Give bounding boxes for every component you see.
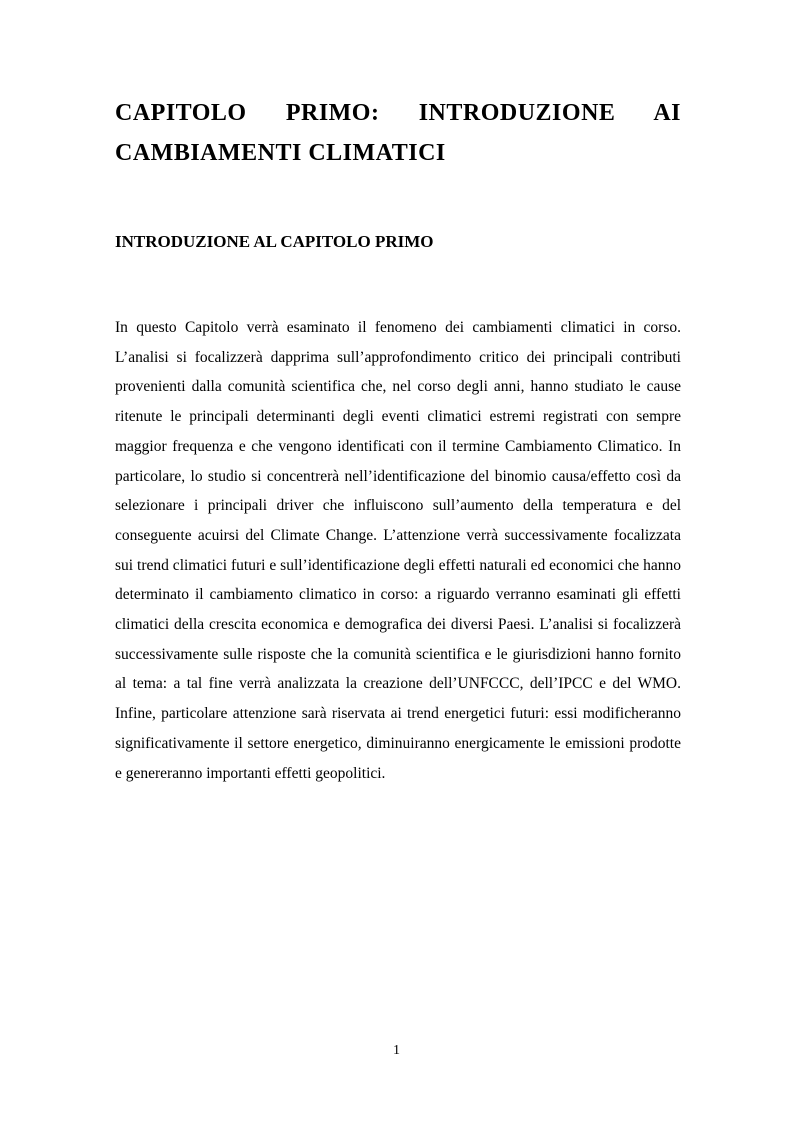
body-paragraph: In questo Capitolo verrà esaminato il fenomeno dei cambiamenti climatici in corso. L’analisi si focalizzerà dapprima sull’approfondimento critico dei principali contributi provenienti dalla comunità scientifica che, nel corso degli anni, hanno studiato le cause ritenute le principali determinanti degli eventi climatici estremi registrati con sempre maggior frequenza e che vengono identificati con il termine Cambiamento Climatico. In particolare, lo studio si concentrerà nell’identificazione del binomio causa/effetto così da selezionare i principali driver che influiscono sull’aumento della temperatura e del conseguente acuirsi del Climate Change. L’attenzione verrà successivamente focalizzata sui trend climatici futuri e sull’identificazione degli effetti naturali ed economici che hanno determinato il cambiamento climatico in corso: a riguardo verranno esaminati gli effetti climatici della crescita economica e demografica dei diversi Paesi. L’analisi si focalizzerà successivamente sulle risposte che la comunità scientifica e le giurisdizioni hanno fornito al tema: a tal fine verrà analizzata la creazione dell’UNFCCC, dell’IPCC e del WMO. Infine, particolare attenzione sarà riservata ai trend energetici futuri: essi modificheranno significativamente il settore energetico, diminuiranno energicamente le emissioni prodotte e genereranno importanti effetti geopolitici.: [115, 319, 681, 782]
section-title: INTRODUZIONE AL CAPITOLO PRIMO: [115, 232, 434, 251]
page-number: 1: [393, 1043, 400, 1058]
chapter-title: CAPITOLO PRIMO: INTRODUZIONE AI CAMBIAMENTI CLIMATICI: [115, 100, 681, 166]
